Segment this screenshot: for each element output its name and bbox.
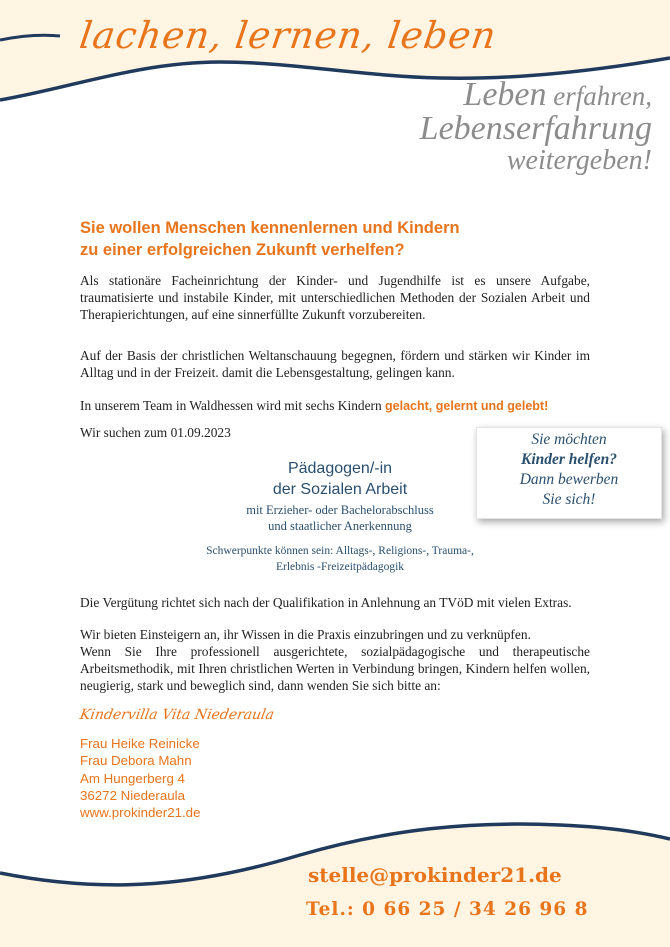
qual-line1: mit Erzieher- oder Bachelorabschluss <box>246 503 434 517</box>
contact-city: 36272 Niederaula <box>80 787 185 803</box>
contact-block <box>80 735 200 821</box>
contact-street: Am Hungerberg 4 <box>80 770 185 786</box>
search-date: Wir suchen zum 01.09.2023 <box>80 425 231 440</box>
job-title <box>180 458 500 500</box>
team-text: In unserem Team in Waldhessen wird mit sechs Kindern <box>80 398 386 413</box>
contact-person-1: Frau Heike Reinicke <box>80 736 200 751</box>
headline-line2: zu einer erfolgreichen Zukunft verhelfen? <box>80 241 405 259</box>
job-title-line2: der Sozialen Arbeit <box>272 481 408 498</box>
footer-email-link[interactable]: stelle@prokinder21.de <box>308 863 562 887</box>
callout-line4: Sie sich! <box>542 491 596 508</box>
intro-paragraph-3 <box>80 397 590 415</box>
contact-person-2: Frau Debora Mahn <box>80 753 192 769</box>
headline-line1: Sie wollen Menschen kennenlernen und Kindern <box>80 219 460 237</box>
intro-paragraph-1: Als stationäre Facheinrichtung der Kinder- und Jugendhilfe ist es unsere Aufgabe, traumatisierte und instabile Kinder, mit unterschiedlichen Methoden der Sozialen Arbeit und Therapierichtungen, auf eine sinnerfüllte Zukunft vorzubereiten. <box>80 273 590 322</box>
job-title-line1: Pädagogen/-in <box>287 460 393 477</box>
contact-website-link[interactable]: www.prokinder21.de <box>80 805 201 821</box>
callout-line3: Dann bewerben <box>519 471 619 488</box>
motto-line2: Lebenserfahrung <box>419 110 652 147</box>
offer-paragraph: Wir bieten Einsteigern an, ihr Wissen in die Praxis einzubringen und zu verknüpfen. <box>80 627 531 642</box>
team-highlight: gelacht, gelernt und gelebt! <box>385 399 549 413</box>
job-focus <box>180 543 500 575</box>
intro-headline <box>80 217 550 261</box>
motto-erfahren: erfahren, <box>546 81 652 111</box>
callout-line1: Sie möchten <box>531 431 607 448</box>
job-qualification <box>180 502 500 534</box>
header-motto <box>420 78 652 175</box>
header-slogan: lachen, lernen, leben <box>76 14 500 57</box>
callout-line2: Kinder helfen? <box>520 451 618 468</box>
footer-phone: Tel.: 0 66 25 / 34 26 96 8 <box>306 899 589 920</box>
appeal-paragraph: Wenn Sie Ihre professionell ausgerichtete, sozialpädagogische und therapeutische Arbeitsmethodik, mit Ihren christlichen Werten in Verbindung bringen, Kindern helfen wollen, neugierig, stark und beweglich sind, dann wenden Sie sich bitte an: <box>80 644 590 693</box>
focus-line2: Erlebnis -Freizeitpädagogik <box>275 561 405 573</box>
motto-line3: weitergeben! <box>506 145 652 176</box>
org-name: Kindervilla Vita Niederaula <box>78 707 276 723</box>
motto-leben: Leben <box>463 76 547 113</box>
intro-paragraph-2: Auf der Basis der christlichen Weltanschauung begegnen, fördern und stärken wir Kinder im Alltag und in der Freizeit. damit die Lebensgestaltung, gelingen kann. <box>80 348 590 380</box>
salary-paragraph: Die Vergütung richtet sich nach der Qualifikation in Anlehnung an TVöD mit vielen Extras. <box>80 595 572 610</box>
callout-box <box>476 427 662 519</box>
qual-line2: und staatlicher Anerkennung <box>268 519 412 533</box>
focus-line1: Schwerpunkte können sein: Alltags-, Religions-, Trauma-, <box>206 545 474 557</box>
